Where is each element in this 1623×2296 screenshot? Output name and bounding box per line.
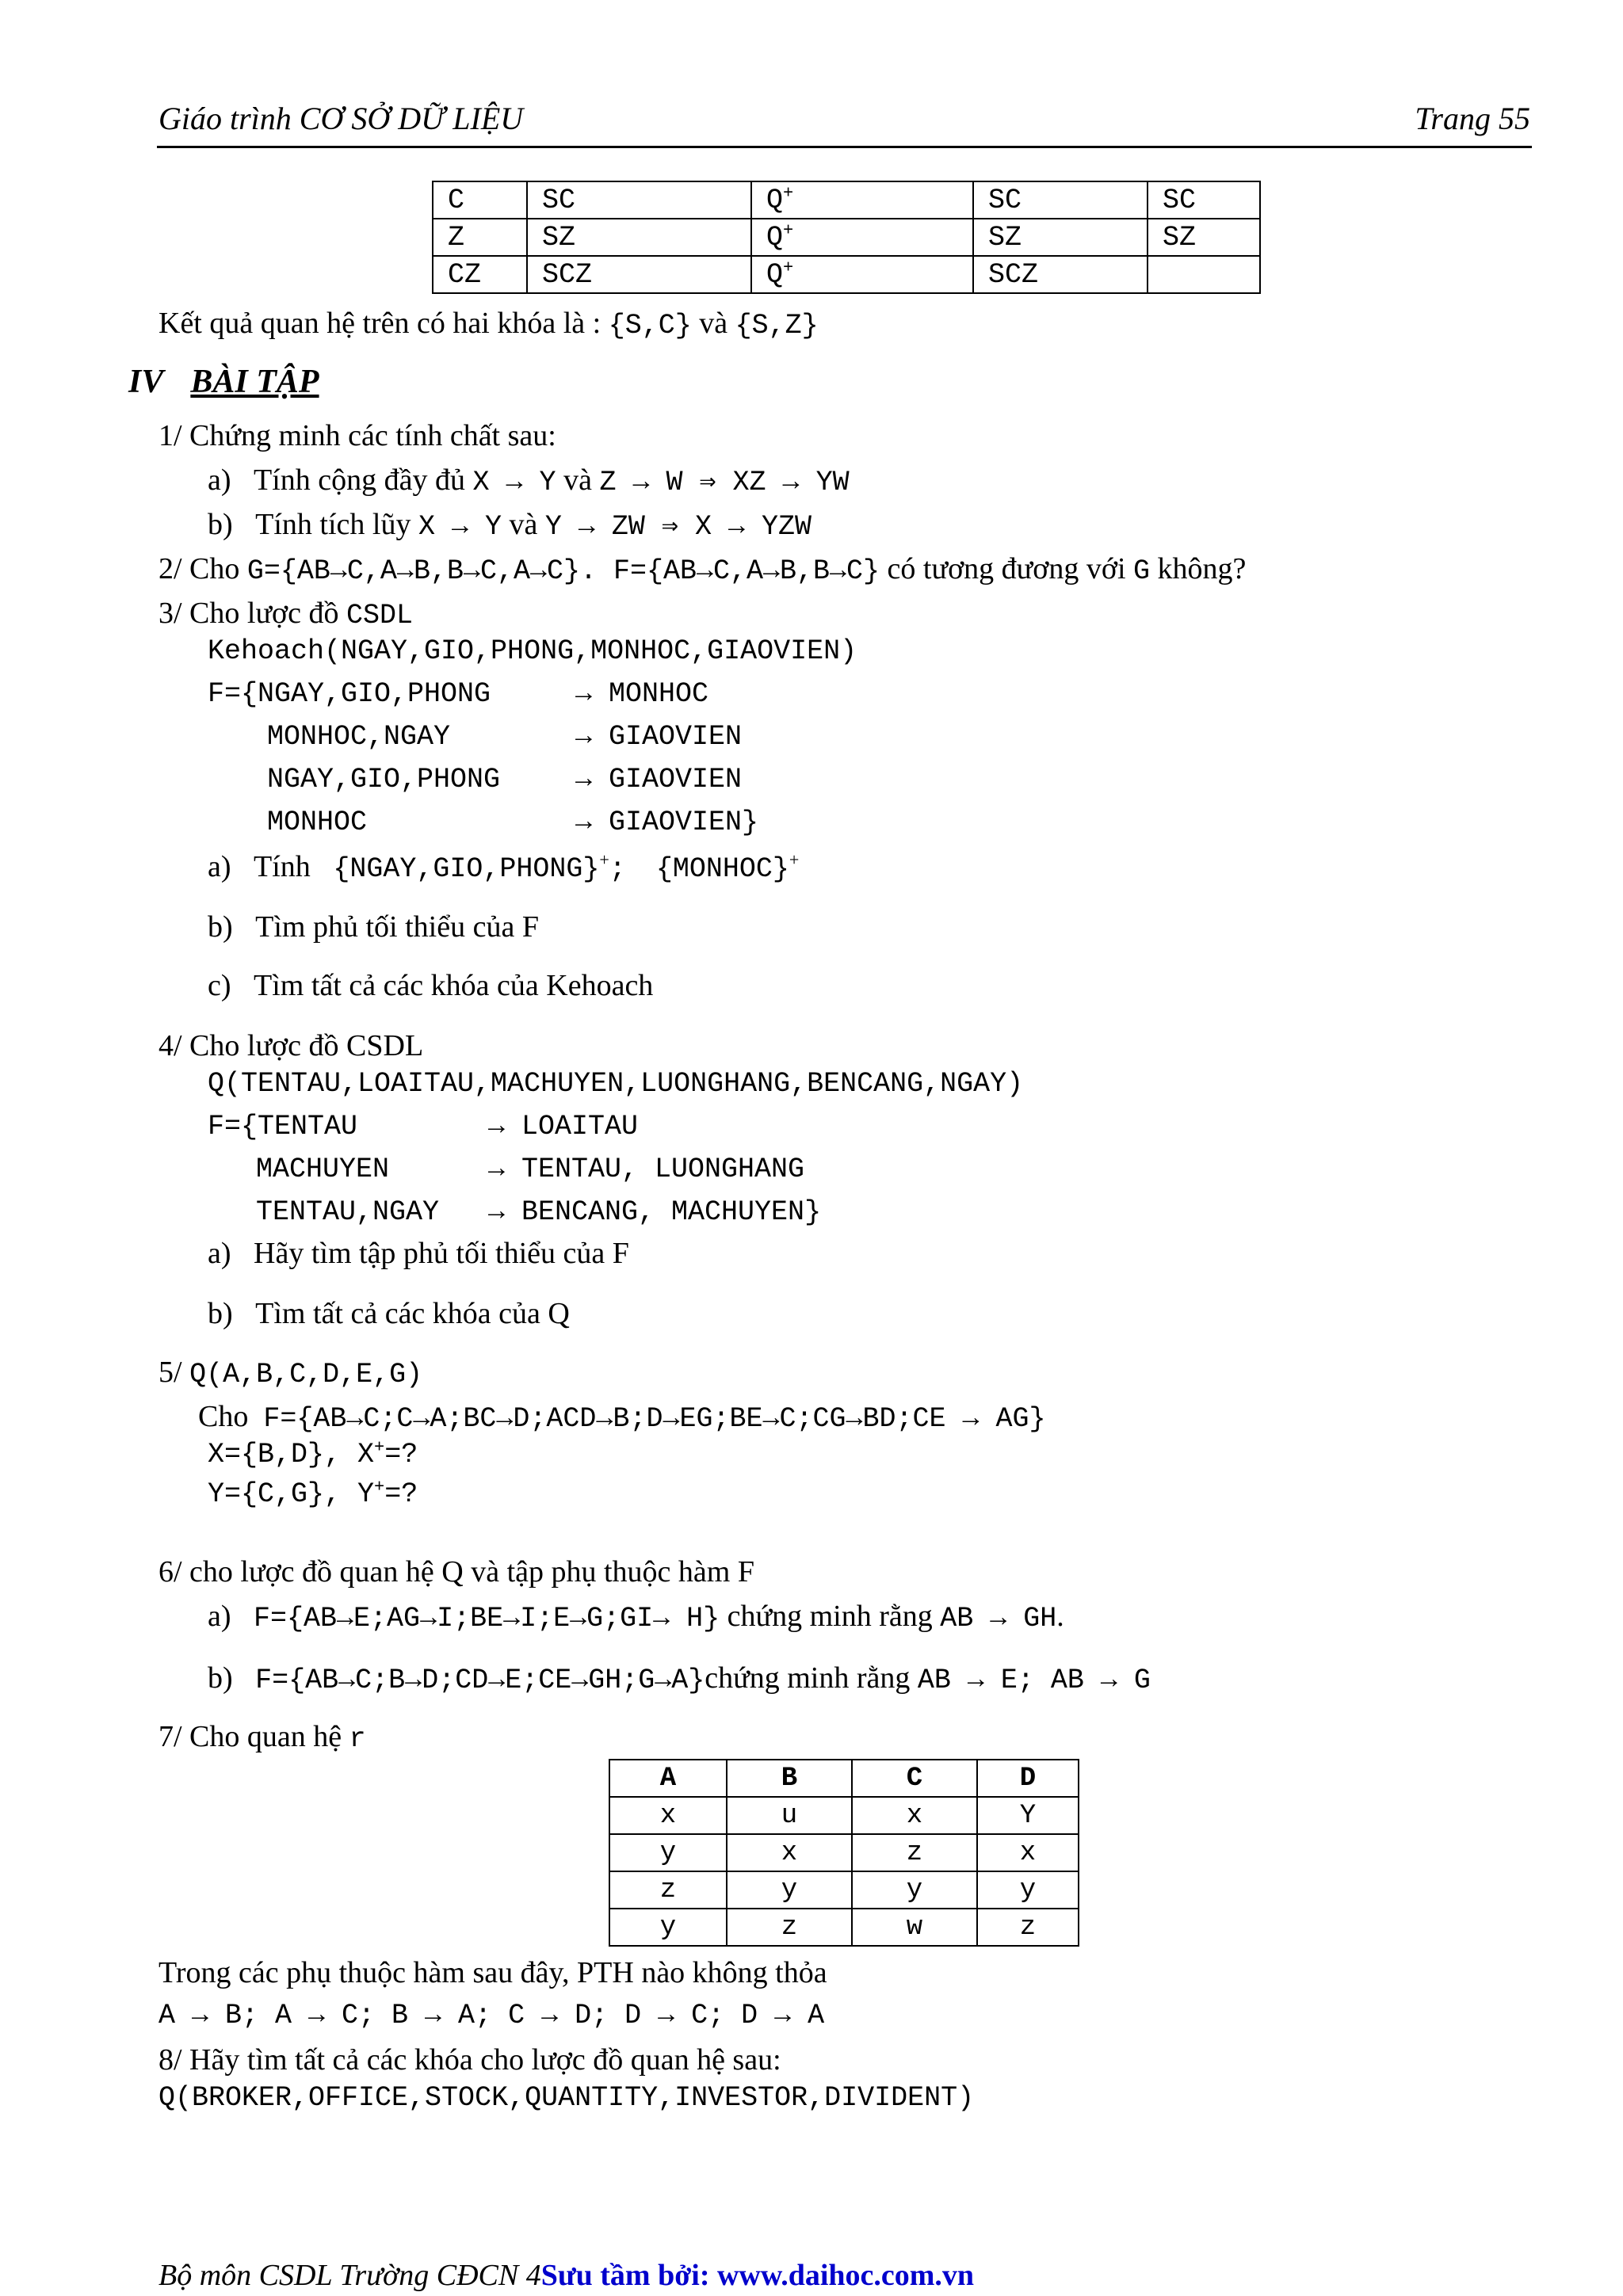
fd-left: F={NGAY,GIO,PHONG bbox=[208, 678, 491, 710]
exercise-7-question: Trong các phụ thuộc hàm sau đây, PTH nào không thỏa bbox=[158, 1956, 827, 1989]
item-text: 5/ bbox=[158, 1356, 190, 1389]
superscript: + bbox=[374, 1437, 385, 1458]
fd-left: F={TENTAU bbox=[208, 1111, 358, 1142]
closure-table bbox=[432, 181, 1261, 294]
exercise-3a bbox=[208, 849, 799, 885]
fd-right: → GIAOVIEN bbox=[575, 721, 743, 753]
table-cell: SC bbox=[973, 181, 1148, 219]
formula: ; bbox=[609, 853, 626, 885]
section-heading: BÀI TẬP bbox=[190, 364, 319, 400]
item-text: 2/ Cho bbox=[158, 552, 247, 585]
exercise-1a bbox=[208, 463, 850, 498]
formula: Q(A,B,C,D,E,G) bbox=[189, 1359, 423, 1390]
item-text: Tính cộng đầy đủ bbox=[254, 463, 473, 497]
table-cell: SC bbox=[527, 181, 751, 219]
result-and: và bbox=[691, 307, 735, 340]
formula: X → Y bbox=[472, 467, 556, 498]
exercise-5-x bbox=[208, 1439, 418, 1470]
header-rule bbox=[157, 146, 1532, 148]
table-cell: y bbox=[609, 1834, 727, 1871]
table-cell: z bbox=[609, 1871, 727, 1909]
item-text: Tìm tất cả các khóa của Kehoach bbox=[254, 969, 654, 1002]
fd-right: → GIAOVIEN bbox=[575, 764, 743, 795]
formula: G={AB→C,A→B,B→C,A→C}. bbox=[246, 555, 597, 587]
formula: F={AB→C;B→D;CD→E;CE→GH;G→A} bbox=[255, 1665, 705, 1696]
exercise-6-title: 6/ cho lược đồ quan hệ Q và tập phụ thuộc hàm F bbox=[158, 1555, 754, 1589]
exercise-6a bbox=[208, 1599, 1064, 1634]
item-label: b) bbox=[208, 1661, 233, 1695]
table-cell: SCZ bbox=[527, 256, 751, 293]
item-text: 7/ Cho quan hệ bbox=[158, 1720, 349, 1753]
fd-left: MONHOC bbox=[267, 807, 368, 838]
item-text: và bbox=[502, 508, 545, 541]
fd-right: → MONHOC bbox=[575, 678, 709, 710]
footer bbox=[158, 2258, 974, 2293]
table-cell: x bbox=[977, 1834, 1079, 1871]
formula: X → Y bbox=[418, 511, 502, 543]
table-cell: x bbox=[727, 1834, 852, 1871]
footer-text: Bộ môn CSDL Trường CĐCN 4 bbox=[158, 2259, 541, 2292]
exercise-3c bbox=[208, 968, 653, 1003]
item-text: chứng minh rằng bbox=[705, 1661, 918, 1695]
exercise-3b bbox=[208, 910, 539, 944]
item-text: có tương đương với bbox=[880, 552, 1134, 585]
exercise-7-title bbox=[158, 1719, 366, 1755]
item-text: chứng minh rằng bbox=[720, 1600, 941, 1633]
exercise-5-fds bbox=[198, 1399, 1046, 1435]
item-label: c) bbox=[208, 969, 231, 1002]
table-cell: z bbox=[977, 1909, 1079, 1946]
item-text: Hãy tìm tập phủ tối thiểu của F bbox=[254, 1237, 629, 1270]
table-cell: SCZ bbox=[973, 256, 1148, 293]
table-row bbox=[609, 1871, 1079, 1909]
exercise-3-title bbox=[158, 596, 413, 631]
table-cell: z bbox=[852, 1834, 977, 1871]
superscript: + bbox=[783, 182, 794, 203]
key-2: {S,Z} bbox=[735, 310, 819, 341]
formula: F={AB→C;C→A;BC→D;ACD→B;D→EG;BE→C;CG→BD;CE → AG} bbox=[263, 1403, 1046, 1435]
table-cell bbox=[751, 181, 973, 219]
exercise-4-title: 4/ Cho lược đồ CSDL bbox=[158, 1029, 424, 1062]
formula: AB → GH bbox=[940, 1603, 1057, 1634]
exercise-4-schema: Q(TENTAU,LOAITAU,MACHUYEN,LUONGHANG,BENCANG,NGAY) bbox=[208, 1068, 1024, 1100]
exercise-5-title bbox=[158, 1355, 422, 1390]
superscript: + bbox=[599, 849, 609, 870]
table-row bbox=[609, 1797, 1079, 1834]
table-row bbox=[433, 219, 1260, 256]
relation-table bbox=[609, 1759, 1079, 1947]
table-cell: w bbox=[852, 1909, 977, 1946]
exercise-5-y bbox=[208, 1478, 418, 1510]
formula: {NGAY,GIO,PHONG} bbox=[333, 853, 600, 885]
table-cell: u bbox=[727, 1797, 852, 1834]
fd-right: → BENCANG, MACHUYEN} bbox=[488, 1196, 822, 1228]
fd-left: MACHUYEN bbox=[256, 1154, 390, 1185]
item-label: a) bbox=[208, 1237, 231, 1270]
section-number: IV bbox=[128, 364, 164, 400]
item-label: b) bbox=[208, 508, 233, 541]
superscript: + bbox=[789, 849, 800, 870]
formula: G bbox=[1133, 555, 1151, 587]
fd-left: MONHOC,NGAY bbox=[267, 721, 451, 753]
exercise-2 bbox=[158, 551, 1246, 587]
column-header: C bbox=[852, 1760, 977, 1797]
superscript: + bbox=[783, 219, 794, 240]
item-text: không? bbox=[1150, 552, 1247, 585]
table-cell: x bbox=[852, 1797, 977, 1834]
column-header: B bbox=[727, 1760, 852, 1797]
item-text: và bbox=[556, 463, 600, 497]
formula: =? bbox=[384, 1478, 418, 1510]
item-label: b) bbox=[208, 1297, 233, 1330]
item-text: 3/ Cho lược đồ bbox=[158, 597, 347, 630]
formula: CSDL bbox=[346, 600, 414, 631]
cell-text: Q bbox=[766, 258, 784, 291]
table-cell: z bbox=[727, 1909, 852, 1946]
exercise-6b bbox=[208, 1661, 1151, 1696]
footer-link[interactable]: Sưu tầm bởi: www.daihoc.com.vn bbox=[540, 2259, 975, 2292]
result-line bbox=[158, 306, 819, 341]
exercise-8-schema: Q(BROKER,OFFICE,STOCK,QUANTITY,INVESTOR,DIVIDENT) bbox=[158, 2082, 975, 2114]
item-label: a) bbox=[208, 1600, 231, 1633]
table-cell: SC bbox=[1148, 181, 1260, 219]
table-cell bbox=[751, 256, 973, 293]
table-cell: Z bbox=[433, 219, 527, 256]
cell-text: Q bbox=[766, 184, 784, 216]
formula: Y → ZW ⇒ X → YZW bbox=[544, 511, 812, 543]
exercise-3-schema: Kehoach(NGAY,GIO,PHONG,MONHOC,GIAOVIEN) bbox=[208, 635, 857, 667]
table-cell: SZ bbox=[527, 219, 751, 256]
superscript: + bbox=[783, 257, 794, 277]
table-cell bbox=[751, 219, 973, 256]
table-cell: y bbox=[852, 1871, 977, 1909]
exercise-8-title: 8/ Hãy tìm tất cả các khóa cho lược đồ quan hệ sau: bbox=[158, 2043, 781, 2077]
result-text: Kết quả quan hệ trên có hai khóa là : bbox=[158, 307, 609, 340]
item-text: . bbox=[1056, 1600, 1064, 1633]
fd-left: NGAY,GIO,PHONG bbox=[267, 764, 501, 795]
formula: F={AB→C,A→B,B→C} bbox=[596, 555, 880, 587]
table-cell: Y bbox=[977, 1797, 1079, 1834]
formula: AB → E; AB → G bbox=[917, 1665, 1151, 1696]
formula: F={AB→E;AG→I;BE→I;E→G;GI→ H} bbox=[254, 1603, 720, 1634]
column-header: D bbox=[977, 1760, 1079, 1797]
table-row bbox=[433, 181, 1260, 219]
table-cell: SZ bbox=[1148, 219, 1260, 256]
exercise-4b bbox=[208, 1296, 570, 1331]
cell-text: Q bbox=[766, 221, 784, 254]
table-cell: y bbox=[727, 1871, 852, 1909]
column-header: A bbox=[609, 1760, 727, 1797]
item-label: b) bbox=[208, 910, 233, 944]
item-label: a) bbox=[208, 463, 231, 497]
exercise-7-fds: A → B; A → C; B → A; C → D; D → C; D → A bbox=[158, 2000, 825, 2031]
fd-left: TENTAU,NGAY bbox=[256, 1196, 440, 1228]
table-cell: C bbox=[433, 181, 527, 219]
superscript: + bbox=[374, 1477, 385, 1497]
formula: Z → W ⇒ XZ → YW bbox=[599, 467, 850, 498]
item-label: a) bbox=[208, 850, 231, 883]
header-title: Giáo trình CƠ SỞ DỮ LIỆU bbox=[158, 101, 524, 136]
table-row bbox=[609, 1834, 1079, 1871]
key-1: {S,C} bbox=[608, 310, 692, 341]
item-text: Cho bbox=[198, 1400, 256, 1433]
exercise-4a bbox=[208, 1236, 629, 1271]
table-cell: SZ bbox=[973, 219, 1148, 256]
item-text: Tính tích lũy bbox=[255, 508, 418, 541]
formula: =? bbox=[384, 1439, 418, 1470]
exercise-1b bbox=[208, 507, 812, 543]
table-cell: y bbox=[977, 1871, 1079, 1909]
fd-right: → GIAOVIEN} bbox=[575, 807, 759, 838]
exercise-1-title: 1/ Chứng minh các tính chất sau: bbox=[158, 419, 556, 452]
table-row bbox=[433, 256, 1260, 293]
section-title bbox=[128, 363, 319, 401]
table-cell: CZ bbox=[433, 256, 527, 293]
table-header-row bbox=[609, 1760, 1079, 1797]
table-cell bbox=[1148, 256, 1260, 293]
table-row bbox=[609, 1909, 1079, 1946]
item-text: Tính bbox=[254, 850, 311, 883]
item-text: Tìm tất cả các khóa của Q bbox=[255, 1297, 570, 1330]
fd-right: → LOAITAU bbox=[488, 1111, 639, 1142]
formula: Y={C,G}, Y bbox=[208, 1478, 375, 1510]
formula: X={B,D}, X bbox=[208, 1439, 375, 1470]
formula: {MONHOC} bbox=[655, 853, 789, 885]
page-number: Trang 55 bbox=[1415, 101, 1530, 136]
table-cell: x bbox=[609, 1797, 727, 1834]
item-text: Tìm phủ tối thiểu của F bbox=[255, 910, 539, 944]
formula: r bbox=[349, 1723, 366, 1755]
fd-right: → TENTAU, LUONGHANG bbox=[488, 1154, 805, 1185]
table-cell: y bbox=[609, 1909, 727, 1946]
